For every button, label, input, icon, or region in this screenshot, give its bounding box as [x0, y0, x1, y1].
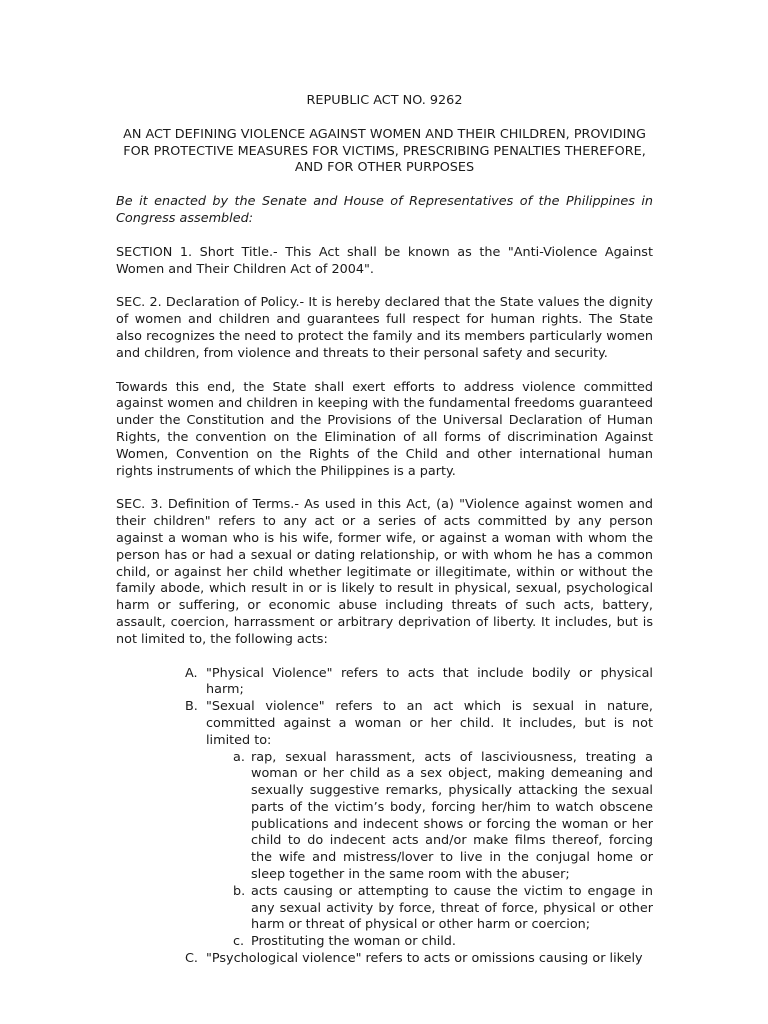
section-2: SEC. 2. Declaration of Policy.- It is hereby declared that the State values the dignity of women and children and guarantees full respect for human rights. The State also recognizes the need to protect the family and its members particularly women and children, from violence and threats to their personal safety and security. [116, 295, 653, 361]
sub-list-item-text: rap, sexual harassment, acts of lasciviousness, treating a woman or her child as a sex object, making demeaning and sexually suggestive remarks, physically attacking the sexual parts of the victim’s body, forcing her/him to watch obscene publications and indecent shows or forcing the woman or her child to do indecent acts and/or make films thereof, forcing the wife and mistress/lover to live in the conjugal home or sleep together in the same room with the abuser; [251, 749, 653, 883]
list-item-text: "Physical Violence" refers to acts that include bodily or physical harm; [206, 665, 653, 698]
sub-list-item-text: acts causing or attempting to cause the victim to engage in any sexual activity by force, threat of force, physical or other harm or threat of physical or other harm or coercion; [251, 883, 653, 933]
document-page [116, 93, 653, 968]
act-number: REPUBLIC ACT NO. 9262 [306, 93, 463, 108]
list-marker: C. [185, 951, 199, 967]
section-1: SECTION 1. Short Title.- This Act shall be known as the "Anti-Violence Against Women and Their Children Act of 2004". [116, 244, 653, 277]
definition-list [116, 666, 653, 968]
list-item-text: "Sexual violence" refers to an act which is sexual in nature, committed against a woman or her child. It includes, but is not limited to: [206, 699, 653, 748]
list-marker: A. [185, 665, 198, 681]
sub-list-item-text: Prostituting the woman or child. [251, 934, 456, 950]
act-title: AN ACT DEFINING VIOLENCE AGAINST WOMEN AND THEIR CHILDREN, PROVIDING FOR PROTECTIVE MEASURES FOR VICTIMS, PRESCRIBING PENALTIES THEREFORE, AND FOR OTHER PURPOSES [123, 126, 646, 176]
list-item-text: "Psychological violence" refers to acts or omissions causing or likely [206, 951, 643, 967]
sub-list-marker: b. [233, 883, 246, 899]
section-3: SEC. 3. Definition of Terms.- As used in this Act, (a) "Violence against women and their children" refers to any act or a series of acts committed by any person against a woman who is his wife, former wife, or against a woman with whom the person has or had a sexual or dating relationship, or with whom he has a common child, or against her child whether legitimate or illegitimate, within or without the family abode, which result in or is likely to result in physical, sexual, psychological harm or suffering, or economic abuse including threats of such acts, battery, assault, coercion, harrassment or arbitrary deprivation of liberty. It includes, but is not limited to, the following acts: [116, 497, 653, 647]
enactment-clause: Be it enacted by the Senate and House of Representatives of the Philippines in Congress assembled: [116, 194, 653, 226]
sub-list [206, 750, 653, 952]
sub-list-item [233, 883, 653, 934]
list-item [185, 951, 653, 968]
sub-list-marker: a. [233, 749, 245, 765]
sub-list-item [233, 749, 653, 884]
list-item [185, 699, 653, 951]
section-2-continuation: Towards this end, the State shall exert efforts to address violence committed against women and children in keeping with the fundamental freedoms guaranteed under the Constitution and the Provisions of the Universal Declaration of Human Rights, the convention on the Elimination of all forms of discrimination Against Women, Convention on the Rights of the Child and other international human rights instruments of which the Philippines is a party. [116, 379, 653, 479]
list-item [185, 665, 653, 700]
sub-list-item [233, 934, 653, 951]
list-marker: B. [185, 699, 198, 715]
sub-list-marker: c. [233, 934, 245, 950]
